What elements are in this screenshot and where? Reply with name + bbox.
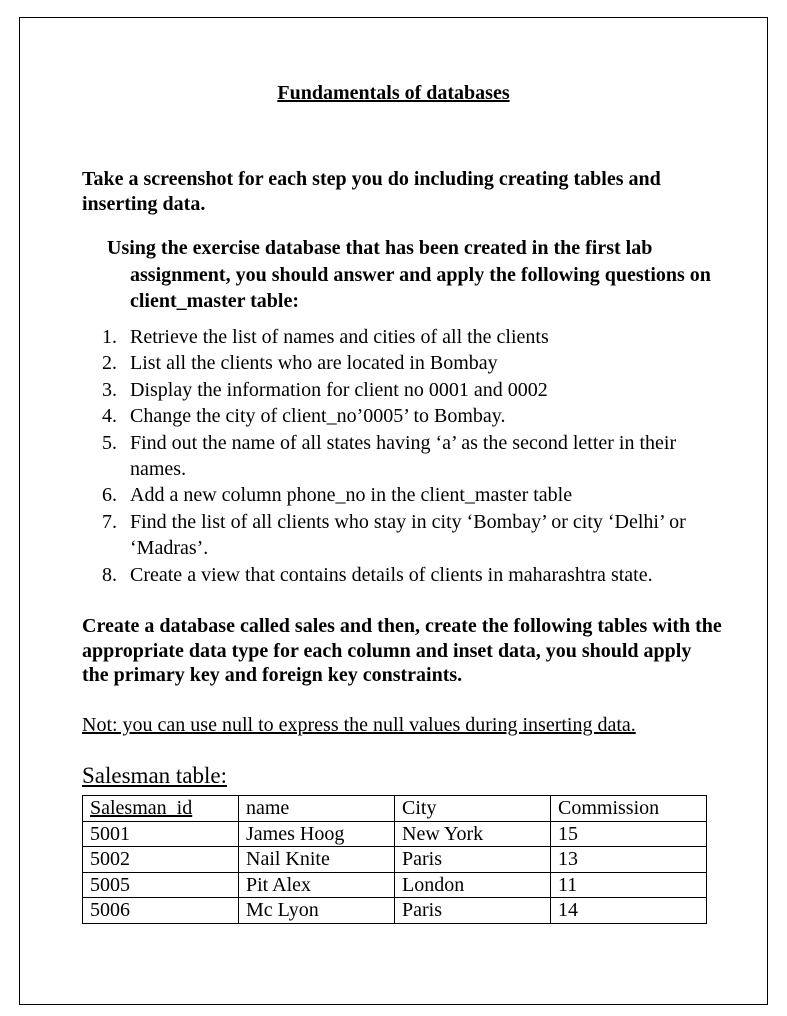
- cell-city: Paris: [395, 898, 551, 924]
- question-number: 5.: [102, 431, 117, 454]
- document-title: Fundamentals of databases: [277, 82, 510, 104]
- question-text: Display the information for client no 0001 and 0002: [130, 378, 548, 401]
- cell-commission: 15: [551, 821, 707, 847]
- question-number: 6.: [102, 484, 117, 507]
- question-text: Find out the name of all states having ‘a’ as the second letter in their names.: [130, 431, 677, 481]
- cell-commission: 13: [551, 847, 707, 873]
- question-item: [102, 509, 720, 562]
- cell-salesman-id: 5002: [83, 847, 239, 873]
- column-header-city: City: [395, 796, 551, 822]
- cell-city: New York: [395, 821, 551, 847]
- table-row: [83, 898, 707, 924]
- question-item: [102, 377, 720, 403]
- question-number: 3.: [102, 378, 117, 401]
- question-number: 1.: [102, 326, 117, 348]
- question-item: [102, 403, 720, 429]
- question-text: List all the clients who are located in Bombay: [130, 352, 498, 375]
- cell-commission: 14: [551, 898, 707, 924]
- question-item: [102, 430, 720, 483]
- client-master-instruction: Using the exercise database that has been created in the first lab assignment, you should answer and apply the following questions on client_master table:: [107, 237, 711, 312]
- cell-name: Pit Alex: [239, 872, 395, 898]
- screenshot-instruction: Take a screenshot for each step you do including creating tables and inserting data.: [82, 168, 661, 215]
- column-header-label: Salesman_id: [90, 797, 193, 820]
- cell-city: London: [395, 872, 551, 898]
- column-header-commission: Commission: [551, 796, 707, 822]
- question-item: [102, 350, 720, 376]
- cell-name: Nail Knite: [239, 847, 395, 873]
- column-header-name: name: [239, 796, 395, 822]
- question-number: 7.: [102, 510, 117, 533]
- column-header-salesman-id: [83, 796, 239, 822]
- cell-name: Mc Lyon: [239, 898, 395, 924]
- cell-salesman-id: 5006: [83, 898, 239, 924]
- question-text: Retrieve the list of names and cities of all the clients: [130, 326, 549, 348]
- question-number: 8.: [102, 563, 117, 586]
- question-number: 2.: [102, 352, 117, 375]
- cell-city: Paris: [395, 847, 551, 873]
- question-text: Find the list of all clients who stay in city ‘Bombay’ or city ‘Delhi’ or ‘Madras’.: [130, 510, 686, 560]
- question-item: [102, 324, 720, 350]
- question-text: Add a new column phone_no in the client_master table: [130, 484, 573, 507]
- question-item: [102, 562, 720, 588]
- question-text: Change the city of client_no’0005’ to Bombay.: [130, 405, 506, 428]
- null-values-note: Not: you can use null to express the null values during inserting data.: [82, 714, 636, 736]
- table-header-row: [83, 796, 707, 822]
- question-text: Create a view that contains details of clients in maharashtra state.: [130, 563, 653, 586]
- cell-commission: 11: [551, 872, 707, 898]
- salesman-table-caption: Salesman table:: [82, 763, 227, 788]
- table-row: [83, 847, 707, 873]
- salesman-table: [82, 795, 707, 924]
- cell-name: James Hoog: [239, 821, 395, 847]
- table-row: [83, 872, 707, 898]
- cell-salesman-id: 5001: [83, 821, 239, 847]
- question-number: 4.: [102, 405, 117, 428]
- question-item: [102, 482, 720, 508]
- cell-salesman-id: 5005: [83, 872, 239, 898]
- question-list: [102, 324, 720, 588]
- table-row: [83, 821, 707, 847]
- sales-database-instruction: Create a database called sales and then, create the following tables with the appropriate data type for each column and inset data, you should apply the primary key and foreign key constraints.: [82, 615, 722, 686]
